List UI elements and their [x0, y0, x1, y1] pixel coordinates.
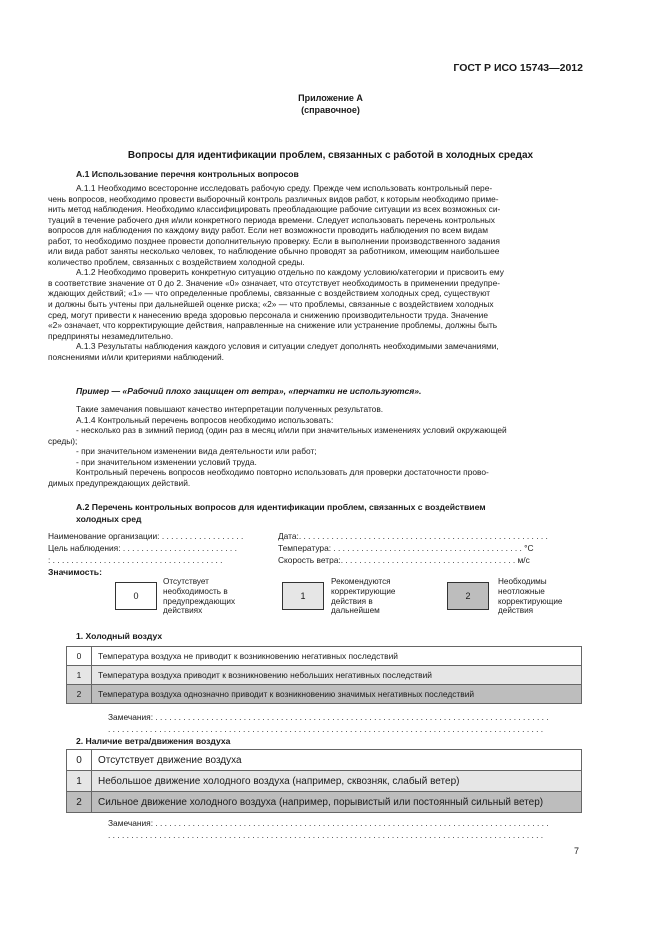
example-text: Пример — «Рабочий плохо защищен от ветра», «перчатки не используются». — [76, 386, 422, 396]
a1-line: А.1.1 Необходимо всесторонне исследовать рабочую среду. Прежде чем использовать контрольный пере- — [76, 183, 493, 193]
a1-line: в соответствие значение от 0 до 2. Значение «0» означает, что отсутствует необходимость в применении предупре- — [48, 277, 501, 288]
a1-line: сред, могут привести к нанесению вреда здоровью персонала и снижению производительности труда. Значение — [48, 309, 488, 320]
section-a1-heading: А.1 Использование перечня контрольных вопросов — [76, 169, 299, 179]
standard-header: ГОСТ Р ИСО 15743—2012 — [453, 62, 583, 74]
a1-line: количество проблем, связанных с воздействием холодной среды. — [48, 256, 305, 267]
wind-heading: 2. Наличие ветра/движения воздуха — [76, 736, 231, 746]
cold-air-table — [66, 646, 582, 704]
a1-line: - при значительном изменении условий труда. — [76, 456, 257, 467]
wind-remarks: Замечания: . . . . . . . . . . . . . . . . . . . . . . . . . . . . . . . . . . . . . . . . . . . . . . . . . . . . . . . . . . . . . . . . . . . . . . . . . . . . . . . . . . . . . — [108, 818, 549, 828]
section-a1-body-2 — [48, 404, 582, 488]
row-value: 1 — [67, 771, 92, 792]
main-title: Вопросы для идентификации проблем, связанных с работой в холодных средах — [127, 150, 534, 161]
a1-line: нить метод наблюдения. Необходимо классифицировать преобладающие рабочие ситуации из всех возможных си- — [48, 204, 501, 215]
significance-desc-1: Рекомендуются корректирующие действия в дальнейшем — [331, 577, 396, 616]
a1-line: Такие замечания повышают качество интерпретации полученных результатов. — [76, 404, 384, 414]
section-a1-body — [48, 183, 582, 362]
cold-air-remarks-line: . . . . . . . . . . . . . . . . . . . . . . . . . . . . . . . . . . . . . . . . . . . . . . . . . . . . . . . . . . . . . . . . . . . . . . . . . . . . . . . . . . . . . . . . . . . . . . — [108, 724, 544, 734]
a1-line: среды); — [48, 435, 78, 446]
date-field: Дата:. . . . . . . . . . . . . . . . . . . . . . . . . . . . . . . . . . . . . . . . . . . . . . . . . . . . . . — [278, 531, 548, 541]
section-a2-heading: А.2 Перечень контрольных вопросов для идентификации проблем, связанных с воздействием — [76, 502, 486, 512]
a1-line: А.1.4 Контрольный перечень вопросов необходимо использовать: — [76, 414, 334, 425]
significance-box-1: 1 — [282, 582, 324, 610]
row-value: 0 — [67, 750, 92, 771]
a1-line: Контрольный перечень вопросов необходимо повторно использовать для проверки достаточности прово- — [76, 467, 489, 478]
blank-field: : . . . . . . . . . . . . . . . . . . . . . . . . . . . . . . . . . . . . . — [48, 555, 223, 565]
row-text: Температура воздуха не приводит к возникновению негативных последствий — [92, 647, 582, 666]
wind-table — [66, 749, 582, 813]
a1-line: - несколько раз в зимний период (один раз в месяц и/или при значительных изменениях условий окружающей — [76, 425, 507, 436]
table-row — [67, 771, 582, 792]
row-text: Сильное движение холодного воздуха (например, порывистый или постоянный сильный ветер) — [92, 792, 582, 813]
a1-line: А.1.2 Необходимо проверить конкретную ситуацию отдельно по каждому условию/категории и присвоить ему — [76, 267, 504, 278]
significance-box-0: 0 — [115, 582, 157, 610]
row-text: Температура воздуха приводит к возникновению небольших негативных последствий — [92, 666, 582, 685]
org-field: Наименование организации: . . . . . . . . . . . . . . . . . . — [48, 531, 244, 541]
row-text: Небольшое движение холодного воздуха (например, сквозняк, слабый ветер) — [92, 771, 582, 792]
a1-line: вопросов для наблюдения по каждому виду работ. Если нет возможности проводить наблюдения по всем видам — [48, 225, 488, 236]
a1-line: и должны быть учтены при дальнейшей оценке риска; «2» — что проблемы, связанные с воздействием холодных — [48, 299, 494, 310]
page-number: 7 — [573, 846, 579, 856]
annex-subtitle: (справочное) — [301, 105, 360, 115]
row-value: 2 — [67, 792, 92, 813]
a1-line: или вида работ заняты несколько человек, то наблюдение обычно проводят за работником, имеющим наибольшее — [48, 246, 500, 257]
significance-desc-0: Отсутствует необходимость в предупреждающих действиях — [163, 577, 236, 616]
row-value: 1 — [67, 666, 92, 685]
row-text: Отсутствует движение воздуха — [92, 750, 582, 771]
a1-line: димых предупреждающих действий. — [48, 477, 191, 488]
a1-line: А.1.3 Результаты наблюдения каждого условия и ситуации следует дополнять необходимыми замечаниями, — [76, 341, 499, 352]
section-a2-heading-cont: холодных сред — [76, 514, 142, 524]
a1-line: - при значительном изменении вида деятельности или работ; — [76, 446, 317, 457]
table-row — [67, 750, 582, 771]
a1-line: работ, то необходимо позднее провести дополнительную проверку. Если в выполнении производственного задания — [48, 235, 500, 246]
significance-label: Значимость: — [48, 567, 102, 577]
a1-line: туаций в течение рабочего дня и/или конкретного периода времени. Следует использовать перечень контрольных — [48, 214, 495, 225]
table-row — [67, 666, 582, 685]
a1-line: чень вопросов, необходимо провести выборочный контроль различных видов работ, к которым необходимо приме- — [48, 193, 499, 204]
table-row — [67, 792, 582, 813]
a1-line: предприняты незамедлительно. — [48, 330, 174, 341]
table-row — [67, 647, 582, 666]
wind-speed-field: Скорость ветра:. . . . . . . . . . . . . . . . . . . . . . . . . . . . . . . . . . . . . . м/с — [278, 555, 530, 565]
purpose-field: Цель наблюдения: . . . . . . . . . . . . . . . . . . . . . . . . . — [48, 543, 237, 553]
row-value: 0 — [67, 647, 92, 666]
significance-desc-2: Необходимы неотложные корректирующие действия — [498, 577, 563, 616]
row-text: Температура воздуха однозначно приводит к возникновению значимых негативных последствий — [92, 685, 582, 704]
temperature-field: Температура: . . . . . . . . . . . . . . . . . . . . . . . . . . . . . . . . . . . . . . . . . °C — [278, 543, 534, 553]
cold-air-remarks: Замечания: . . . . . . . . . . . . . . . . . . . . . . . . . . . . . . . . . . . . . . . . . . . . . . . . . . . . . . . . . . . . . . . . . . . . . . . . . . . . . . . . . . . . . — [108, 712, 549, 722]
annex-title: Приложение А — [298, 93, 363, 103]
cold-air-heading: 1. Холодный воздух — [76, 631, 163, 641]
a1-line: «2» означает, что корректирующие действия, направленные на снижение или устранение проблемы, должны быть — [48, 320, 498, 331]
a1-line: ждающих действий; «1» — что определенные проблемы, связанные с воздействием холодных сред, существуют — [48, 288, 491, 299]
significance-box-2: 2 — [447, 582, 489, 610]
row-value: 2 — [67, 685, 92, 704]
table-row — [67, 685, 582, 704]
wind-remarks-line: . . . . . . . . . . . . . . . . . . . . . . . . . . . . . . . . . . . . . . . . . . . . . . . . . . . . . . . . . . . . . . . . . . . . . . . . . . . . . . . . . . . . . . . . . . . . . . — [108, 830, 544, 840]
a1-line: пояснениями и/или критериями наблюдений. — [48, 351, 224, 362]
